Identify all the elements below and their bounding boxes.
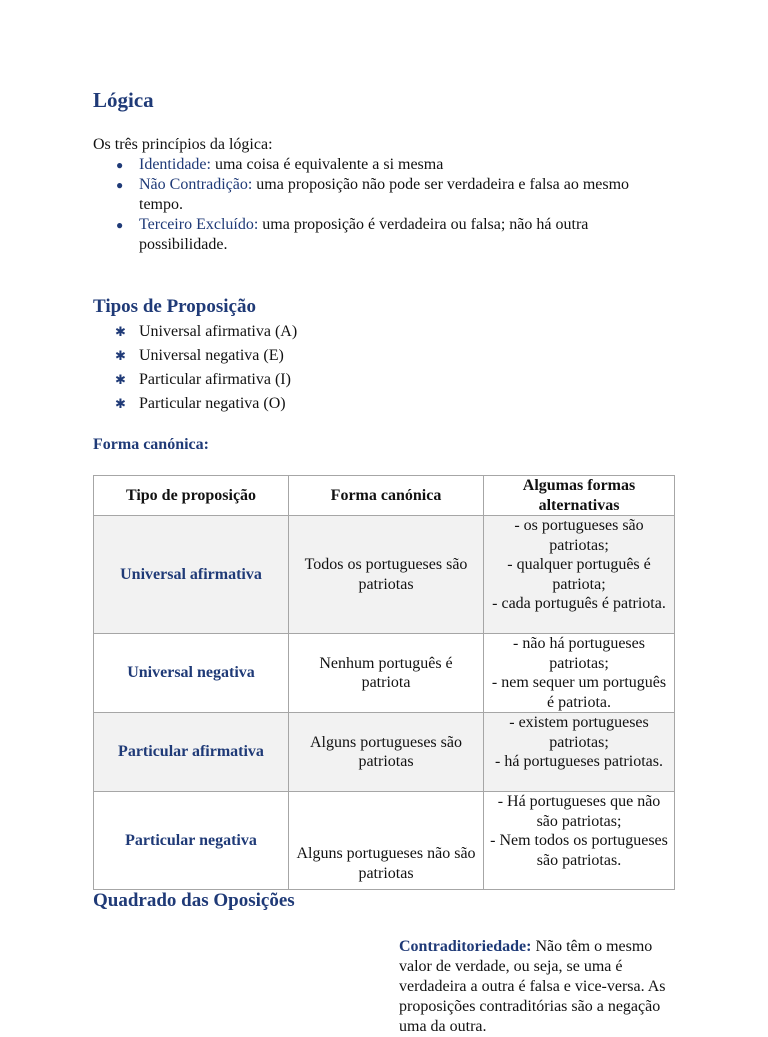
alternative-line: - não há portugueses patriotas; bbox=[513, 635, 645, 672]
types-list bbox=[93, 320, 297, 416]
column-header: Algumas formas alternativas bbox=[484, 476, 675, 516]
alternative-line: - nem sequer um português é patriota. bbox=[491, 674, 667, 711]
page-title: Lógica bbox=[93, 88, 154, 112]
principle-term: Identidade: bbox=[139, 156, 211, 173]
canonical-heading: Forma canónica: bbox=[93, 436, 209, 453]
list-item bbox=[93, 320, 297, 344]
types-heading: Tipos de Proposição bbox=[93, 296, 256, 317]
alternative-line: - Nem todos os portugueses são patriotas. bbox=[490, 832, 668, 869]
canonical-form-cell: Todos os portugueses são patriotas bbox=[289, 516, 484, 634]
proposition-type-cell: Universal afirmativa bbox=[94, 516, 289, 634]
list-item bbox=[93, 215, 653, 255]
alternative-line: - os portugueses são patriotas; bbox=[514, 517, 644, 554]
square-heading: Quadrado das Oposições bbox=[93, 890, 295, 911]
canonical-form-cell: Nenhum português é patriota bbox=[289, 634, 484, 713]
alternatives-cell bbox=[484, 516, 675, 634]
list-item bbox=[93, 175, 653, 215]
type-label: Particular afirmativa (I) bbox=[139, 371, 291, 388]
table-row bbox=[94, 792, 675, 890]
canonical-form-cell: Alguns portugueses são patriotas bbox=[289, 713, 484, 792]
alternatives-cell bbox=[484, 792, 675, 890]
alternative-line: - qualquer português é patriota; bbox=[507, 556, 651, 593]
canonical-form-cell: Alguns portugueses não são patriotas bbox=[289, 792, 484, 890]
principle-term: Não Contradição: bbox=[139, 176, 253, 193]
list-item bbox=[93, 392, 297, 416]
table-row bbox=[94, 516, 675, 634]
bullet-icon: ● bbox=[116, 178, 124, 192]
canonical-form-table bbox=[93, 475, 675, 890]
contradiction-text: Não têm o mesmo valor de verdade, ou seja, se uma é verdadeira a outra é falsa e vice-versa. As proposições contraditórias são a negação uma da outra. bbox=[399, 938, 666, 1035]
alternatives-cell bbox=[484, 713, 675, 792]
table-row bbox=[94, 713, 675, 792]
contradiction-paragraph bbox=[399, 937, 669, 1037]
alternative-line: - Há portugueses que não são patriotas; bbox=[497, 793, 661, 830]
column-header: Tipo de proposição bbox=[94, 476, 289, 516]
alternative-line: - existem portugueses patriotas; bbox=[509, 714, 649, 751]
table-header-row bbox=[94, 476, 675, 516]
proposition-type-cell: Universal negativa bbox=[94, 634, 289, 713]
list-item bbox=[93, 368, 297, 392]
proposition-type-cell: Particular afirmativa bbox=[94, 713, 289, 792]
asterisk-bullet-icon: ✱ bbox=[115, 396, 126, 411]
list-item bbox=[93, 344, 297, 368]
alternatives-cell bbox=[484, 634, 675, 713]
principle-text: uma proposição não pode ser verdadeira e falsa ao mesmo tempo. bbox=[139, 176, 630, 213]
principle-term: Terceiro Excluído: bbox=[139, 216, 259, 233]
principle-text: uma proposição é verdadeira ou falsa; não há outra possibilidade. bbox=[139, 216, 589, 253]
list-item bbox=[93, 155, 653, 175]
bullet-icon: ● bbox=[116, 158, 124, 172]
principles-list bbox=[93, 155, 653, 255]
type-label: Particular negativa (O) bbox=[139, 395, 286, 412]
alternative-line: - cada português é patriota. bbox=[492, 595, 666, 612]
type-label: Universal negativa (E) bbox=[139, 347, 284, 364]
table-row bbox=[94, 634, 675, 713]
principles-intro: Os três princípios da lógica: bbox=[93, 136, 273, 153]
type-label: Universal afirmativa (A) bbox=[139, 323, 298, 340]
bullet-icon: ● bbox=[116, 218, 124, 232]
asterisk-bullet-icon: ✱ bbox=[115, 348, 126, 363]
column-header: Forma canónica bbox=[289, 476, 484, 516]
alternative-line: - há portugueses patriotas. bbox=[495, 753, 663, 770]
principle-text: uma coisa é equivalente a si mesma bbox=[210, 156, 444, 173]
proposition-type-cell: Particular negativa bbox=[94, 792, 289, 890]
asterisk-bullet-icon: ✱ bbox=[115, 324, 126, 339]
asterisk-bullet-icon: ✱ bbox=[115, 372, 126, 387]
contradiction-label: Contraditoriedade: bbox=[399, 938, 532, 955]
